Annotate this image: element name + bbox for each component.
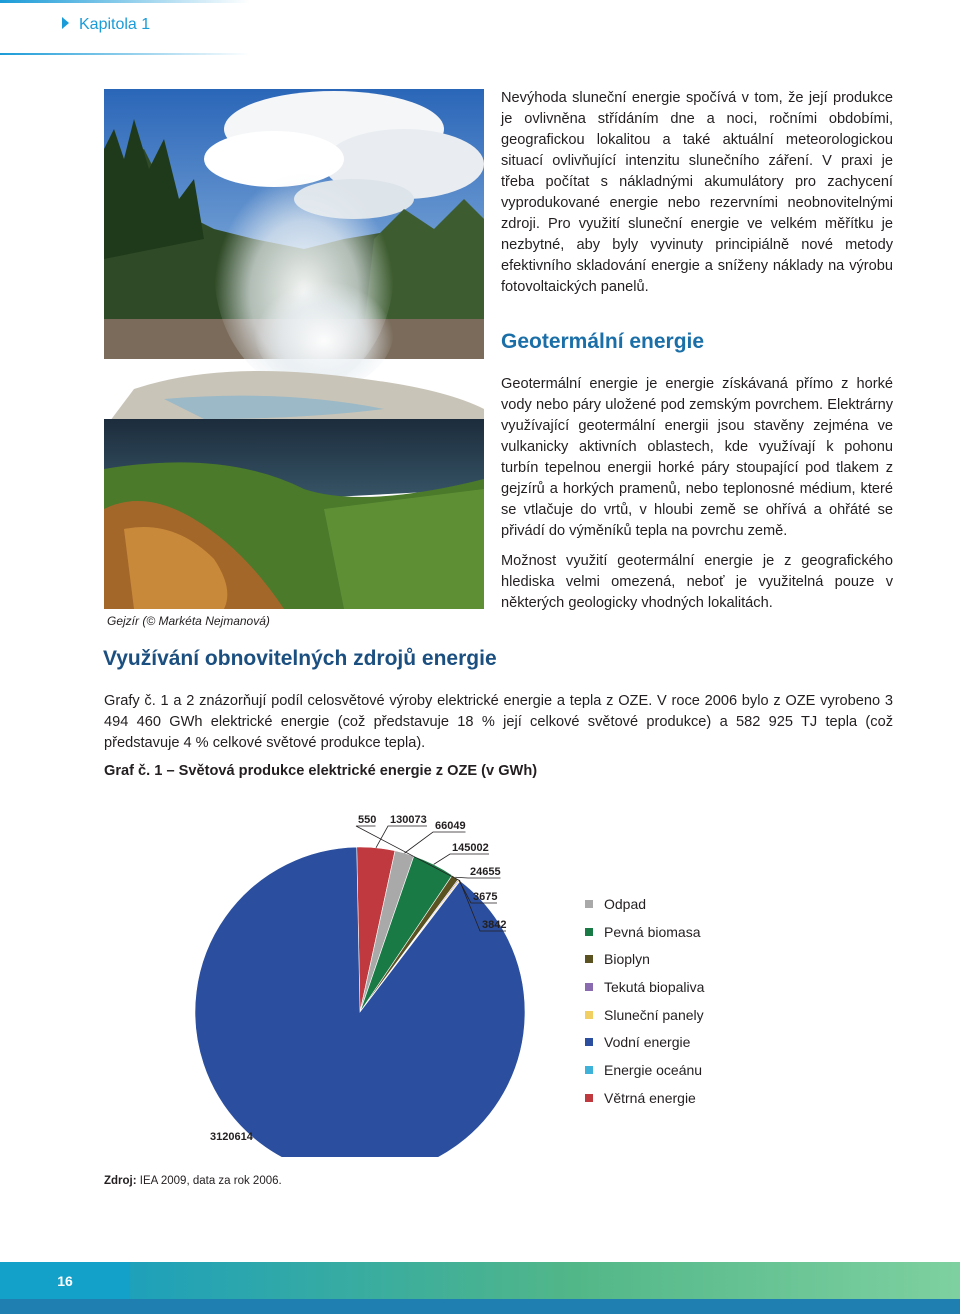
legend-swatch xyxy=(585,928,593,936)
pie-leader-line xyxy=(376,826,427,848)
legend-swatch xyxy=(585,983,593,991)
legend-swatch xyxy=(585,1038,593,1046)
pie-data-label: 66049 xyxy=(435,820,466,832)
legend-item xyxy=(585,1028,704,1056)
geyser-photo xyxy=(104,89,484,609)
header-rule-bottom xyxy=(0,53,250,55)
pie-data-label: 24655 xyxy=(470,866,501,878)
pie-chart xyxy=(180,812,580,1157)
pie-data-label: 3842 xyxy=(482,919,507,931)
legend-label: Pevná biomasa xyxy=(604,923,701,940)
legend-swatch xyxy=(585,1094,593,1102)
footer-bar xyxy=(0,1262,960,1299)
legend-label: Bioplyn xyxy=(604,951,650,968)
chart-legend xyxy=(585,890,704,1112)
paragraph-graphs-intro: Grafy č. 1 a 2 znázorňují podíl celosvětové výroby elektrické energie a tepla z OZE. V roce 2006 bylo z OZE vyrobeno 3 494 460 GWh elektrické energie (což představuje 18 % její celkové světové produkce) a 582 925 TJ tepla (což představuje 4 % celkové světové produkce tepla). xyxy=(104,693,893,751)
chevron-right-icon xyxy=(62,17,69,29)
photo-caption: Gejzír (© Markéta Nejmanová) xyxy=(107,614,270,628)
legend-label: Vodní energie xyxy=(604,1034,691,1051)
legend-label: Energie oceánu xyxy=(604,1061,703,1078)
pie-data-label: 550 xyxy=(358,814,377,826)
legend-label: Sluneční panely xyxy=(604,1006,704,1023)
legend-item xyxy=(585,1001,704,1029)
source-text: IEA 2009, data za rok 2006. xyxy=(136,1175,282,1187)
pie-data-label: 3675 xyxy=(473,891,498,903)
legend-label: Větrná energie xyxy=(604,1089,696,1106)
legend-item xyxy=(585,1084,704,1112)
pie-data-label: 145002 xyxy=(452,842,489,854)
legend-swatch xyxy=(585,1011,593,1019)
paragraph-geothermal-limits: Možnost využití geotermální energie je z geografického hlediska velmi omezená, neboť je využitelná pouze v některých geologicky vhodných lokalitách. xyxy=(501,553,893,611)
header-rule-top xyxy=(0,0,250,3)
pie-data-label: 3120614 xyxy=(210,1131,253,1143)
legend-item xyxy=(585,945,704,973)
footer-stripe xyxy=(0,1299,960,1314)
page-number: 16 xyxy=(0,1262,130,1299)
legend-swatch xyxy=(585,900,593,908)
paragraph-solar: Nevýhoda sluneční energie spočívá v tom, že její produkce je ovlivněna střídáním dne a noci, ročními obdobími, geografickou lokalitou a také aktuální meteorologickou situací ovlivňující intenzitu slunečního záření. V praxi je třeba počítat s nákladnými akumulátory pro zachycení vyprodukované energie nebo rezervními neobnovitelnými zdroji. Pro využití sluneční energie ve velkém měřítku je nezbytné, aby byly vyvinuty principiálně nové metody efektivního skladování energie a sníženy náklady na výrobu fotovoltaických panelů. xyxy=(501,90,893,295)
legend-swatch xyxy=(585,955,593,963)
source-label: Zdroj: xyxy=(104,1175,137,1187)
legend-item xyxy=(585,973,704,1001)
legend-item xyxy=(585,890,704,918)
heading-geothermal: Geotermální energie xyxy=(501,330,705,353)
paragraph-geothermal: Geotermální energie je energie získávaná přímo z horké vody nebo páry uložené pod zemským povrchem. Elektrárny využívající geotermální energii jsou stavěny zejména ve vulkanicky aktivních oblastech, kde využívají k pohonu turbín tepelnou energii horké páry stoupající pod tlakem z gejzírů a horkých pramenů, nebo teplonosné médium, které se vtlačuje do vrtů, v hloubi země se ohřívá a ohřáté se přivádí do výměníků tepla na povrchu země. xyxy=(501,376,893,539)
pie-leader-line xyxy=(434,854,489,864)
legend-swatch xyxy=(585,1066,593,1074)
chapter-title: Kapitola 1 xyxy=(79,16,151,33)
source-note xyxy=(104,1175,282,1187)
legend-item xyxy=(585,1056,704,1084)
pie-data-label: 130073 xyxy=(390,814,427,826)
legend-label: Odpad xyxy=(604,895,647,912)
heading-renewables: Využívání obnovitelných zdrojů energie xyxy=(103,647,497,670)
legend-item xyxy=(585,918,704,946)
graph-title: Graf č. 1 – Světová produkce elektrické energie z OZE (v GWh) xyxy=(104,763,538,779)
chapter-label xyxy=(62,16,150,34)
legend-label: Tekutá biopaliva xyxy=(604,978,705,995)
